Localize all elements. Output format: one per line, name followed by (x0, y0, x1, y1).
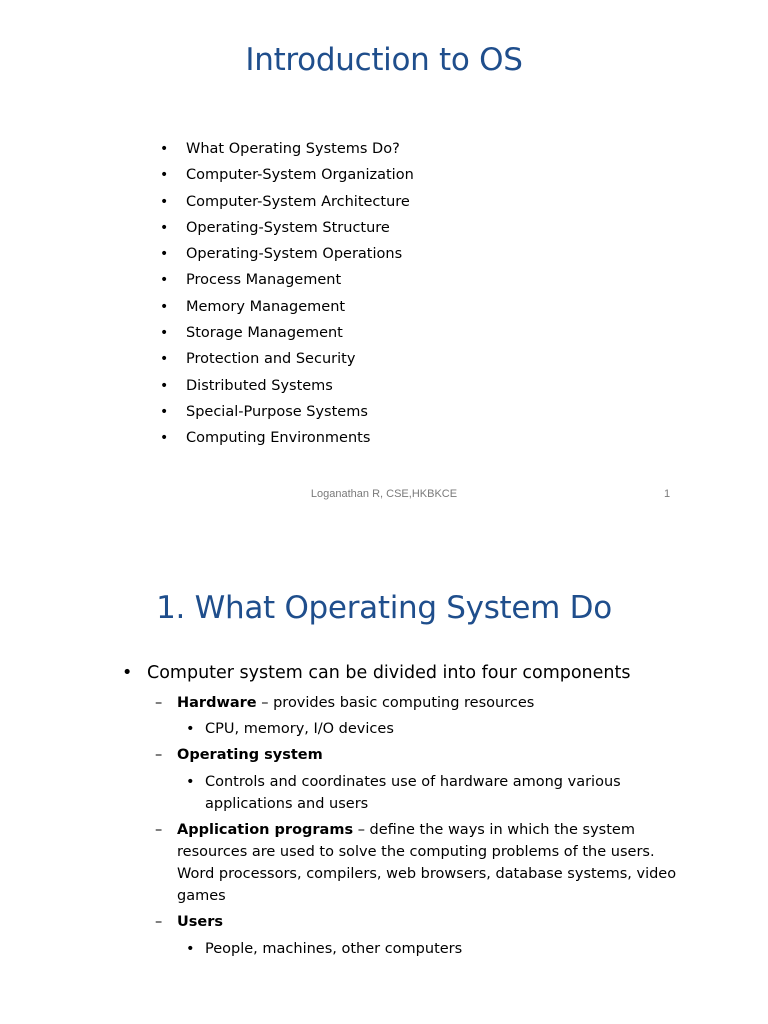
hardware-sub-item (186, 718, 394, 740)
slide-footer: Loganathan R, CSE,HKBKCE (310, 488, 458, 500)
dash-icon: – (155, 822, 163, 838)
slide-1-title: Introduction to OS (245, 42, 523, 78)
hardware-label: Hardware (177, 695, 257, 711)
list-item (160, 349, 414, 375)
list-item-label: Computer-System Architecture (186, 193, 410, 210)
dash-icon: – (155, 747, 163, 763)
bullet-icon: • (186, 774, 195, 790)
bullet-icon: • (160, 246, 169, 263)
bullet-icon: • (186, 941, 195, 957)
slide-2 (0, 556, 768, 1024)
list-item (160, 139, 414, 165)
list-item-label: Protection and Security (186, 351, 356, 368)
list-item-label: Process Management (186, 272, 342, 289)
users-sub-item (186, 938, 462, 960)
apps-line-2: resources are used to solve the computing problems of the users. (177, 844, 655, 860)
hardware-item (155, 692, 534, 714)
bullet-icon: • (186, 721, 195, 737)
users-label: Users (177, 914, 224, 930)
list-item (160, 270, 414, 296)
list-item-label: Memory Management (186, 298, 346, 315)
os-label: Operating system (177, 747, 323, 763)
list-item-label: Computer-System Organization (186, 167, 414, 184)
apps-label: Application programs (177, 822, 354, 838)
list-item-label: Storage Management (186, 325, 343, 342)
page-number: 1 (664, 488, 671, 500)
bullet-icon: • (160, 167, 169, 184)
list-item (160, 323, 414, 349)
os-sub-line-1: Controls and coordinates use of hardware among various (205, 774, 621, 790)
list-item-label: Operating-System Operations (186, 246, 403, 263)
list-item (160, 165, 414, 191)
dash-icon: – (155, 695, 163, 711)
list-item (160, 376, 414, 402)
list-item-label: What Operating Systems Do? (186, 141, 400, 157)
os-sub-item (186, 771, 621, 815)
users-sub-text: People, machines, other computers (205, 941, 463, 957)
bullet-icon: • (160, 272, 169, 289)
bullet-icon: • (160, 219, 169, 236)
main-bullet-text: Computer system can be divided into four components (147, 663, 631, 683)
bullet-icon: • (122, 663, 133, 683)
apps-item (155, 819, 676, 907)
list-item-label: Computing Environments (186, 430, 371, 447)
apps-desc: – define the ways in which the system (353, 822, 635, 838)
bullet-icon: • (160, 351, 169, 368)
list-item (160, 192, 414, 218)
apps-line-4: games (177, 888, 226, 904)
bullet-icon: • (160, 298, 169, 315)
list-item-label: Distributed Systems (186, 377, 333, 394)
bullet-icon: • (160, 141, 169, 157)
dash-icon: – (155, 914, 163, 930)
topic-list (160, 139, 414, 455)
bullet-icon: • (160, 325, 169, 342)
list-item (160, 297, 414, 323)
bullet-icon: • (160, 193, 169, 210)
list-item (160, 218, 414, 244)
bullet-icon: • (160, 403, 169, 420)
apps-line-3: Word processors, compilers, web browsers, database systems, video (177, 866, 677, 882)
bullet-icon: • (160, 430, 169, 447)
list-item-label: Operating-System Structure (186, 219, 390, 236)
os-sub-line-2: applications and users (205, 796, 369, 812)
hardware-sub-text: CPU, memory, I/O devices (205, 721, 394, 737)
list-item (160, 244, 414, 270)
main-bullet (122, 663, 630, 683)
list-item (160, 402, 414, 428)
bullet-icon: • (160, 377, 169, 394)
users-item (155, 911, 223, 933)
slide-2-title: 1. What Operating System Do (156, 590, 612, 626)
os-item (155, 744, 323, 766)
hardware-desc: – provides basic computing resources (256, 695, 535, 711)
list-item-label: Special-Purpose Systems (186, 403, 368, 420)
list-item (160, 428, 414, 454)
